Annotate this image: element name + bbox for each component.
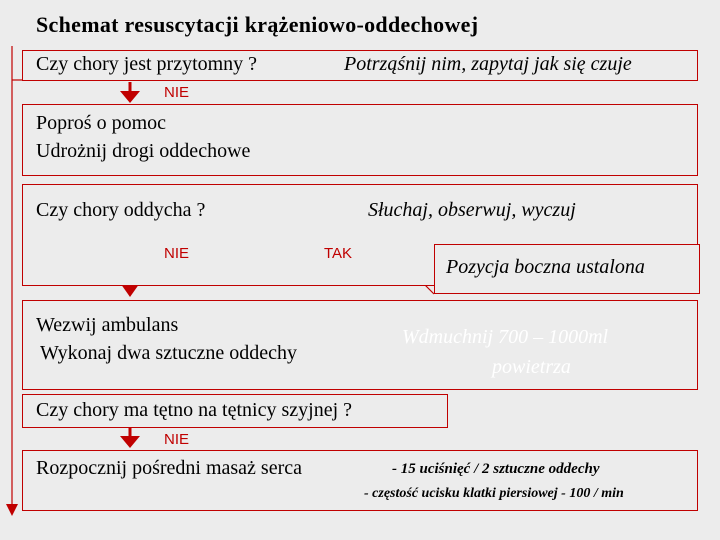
q2-yes-label: TAK xyxy=(324,245,353,262)
bottom-left-arrow xyxy=(6,504,18,516)
step4-note2: - częstość ucisku klatki piersiowej - 100 / min xyxy=(364,486,624,501)
q2-hint: Słuchaj, obserwuj, wyczuj xyxy=(368,199,576,221)
diagram-title: Schemat resuscytacji krążeniowo-oddechowej xyxy=(36,12,479,37)
step3-line1: Wezwij ambulans xyxy=(36,314,179,336)
q2-no-label: NIE xyxy=(164,245,190,262)
step2-line1: Poproś o pomoc xyxy=(36,112,166,134)
yes-box-text: Pozycja boczna ustalona xyxy=(446,256,645,278)
q3-question: Czy chory ma tętno na tętnicy szyjnej ? xyxy=(36,399,353,421)
step3-line2: Wykonaj dwa sztuczne oddechy xyxy=(40,342,298,364)
breath-note-line2: powietrza xyxy=(492,356,571,378)
step2-line2: Udrożnij drogi oddechowe xyxy=(36,140,251,162)
q3-answer-label: NIE xyxy=(164,431,190,448)
breath-note-line1: Wdmuchnij 700 – 1000ml xyxy=(402,326,609,348)
step4-note1: - 15 uciśnięć / 2 sztuczne oddechy xyxy=(392,461,600,477)
q1-question: Czy chory jest przytomny ? xyxy=(36,53,258,75)
q2-question: Czy chory oddycha ? xyxy=(36,199,206,221)
q1-answer-label: NIE xyxy=(164,84,190,101)
arrow-nie-3-head xyxy=(120,436,140,448)
q1-hint: Potrząśnij nim, zapytaj jak się czuje xyxy=(344,53,632,75)
step4-text: Rozpocznij pośredni masaż serca xyxy=(36,457,303,479)
arrow-nie-1-head xyxy=(120,91,140,103)
